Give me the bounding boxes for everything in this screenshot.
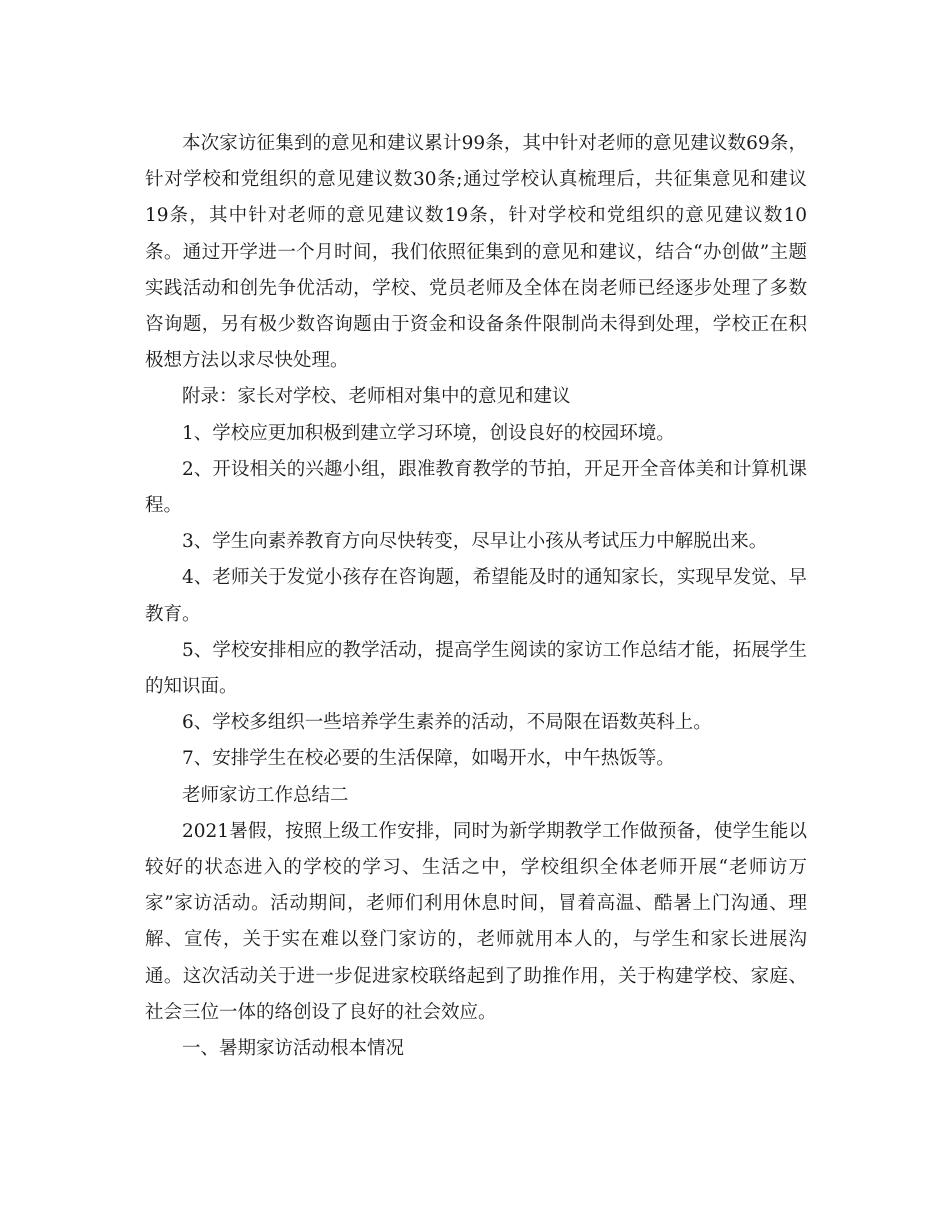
document-body — [145, 126, 807, 1067]
appendix-heading: 附录：家长对学校、老师相对集中的意见和建议 — [182, 386, 571, 408]
subsection-heading: 一、暑期家访活动根本情况 — [182, 1038, 405, 1060]
list-item: 6、学校多组织一些培养学生素养的活动，不局限在语数英科上。 — [182, 712, 712, 734]
section-title: 老师家访工作总结二 — [182, 784, 349, 806]
list-item: 1、学校应更加积极到建立学习环境，创设良好的校园环境。 — [182, 422, 675, 444]
list-item: 3、学生向素养教育方向尽快转变，尽早让小孩从考试压力中解脱出来。 — [182, 531, 768, 553]
paragraph-summary: 本次家访征集到的意见和建议累计99条，其中针对老师的意见建议数69条，针对学校和党组织的意见建议数30条;通过学校认真梳理后，共征集意见和建议19条，其中针对老师的意见建议数19条，针对学校和党组织的意见建议数10条。通过开学进一个月时间，我们依照征集到的意见和建议，结合“办创做”主题实践活动和创先争优活动，学校、党员老师及全体在岗老师已经逐步处理了多数咨询题，另有极少数咨询题由于资金和设备条件限制尚未得到处理，学校正在积极想方法以求尽快处理。 — [145, 133, 807, 372]
list-item: 2、开设相关的兴趣小组，跟准教育教学的节拍，开足开全音体美和计算机课程。 — [145, 458, 807, 517]
list-item: 7、安排学生在校必要的生活保障，如喝开水，中午热饭等。 — [182, 748, 675, 770]
paragraph-intro: 2021暑假，按照上级工作安排，同时为新学期教学工作做预备，使学生能以较好的状态进入的学校的学习、生活之中，学校组织全体老师开展“老师访万家”家访活动。活动期间，老师们利用休息时间，冒着高温、酷暑上门沟通、理解、宣传，关于实在难以登门家访的，老师就用本人的，与学生和家长进展沟通。这次活动关于进一步促进家校联络起到了助推作用，关于构建学校、家庭、社会三位一体的络创设了良好的社会效应。 — [145, 820, 807, 1023]
list-item: 5、学校安排相应的教学活动，提高学生阅读的家访工作总结才能，拓展学生的知识面。 — [145, 639, 807, 698]
list-item: 4、老师关于发觉小孩存在咨询题，希望能及时的通知家长，实现早发觉、早教育。 — [145, 567, 807, 625]
